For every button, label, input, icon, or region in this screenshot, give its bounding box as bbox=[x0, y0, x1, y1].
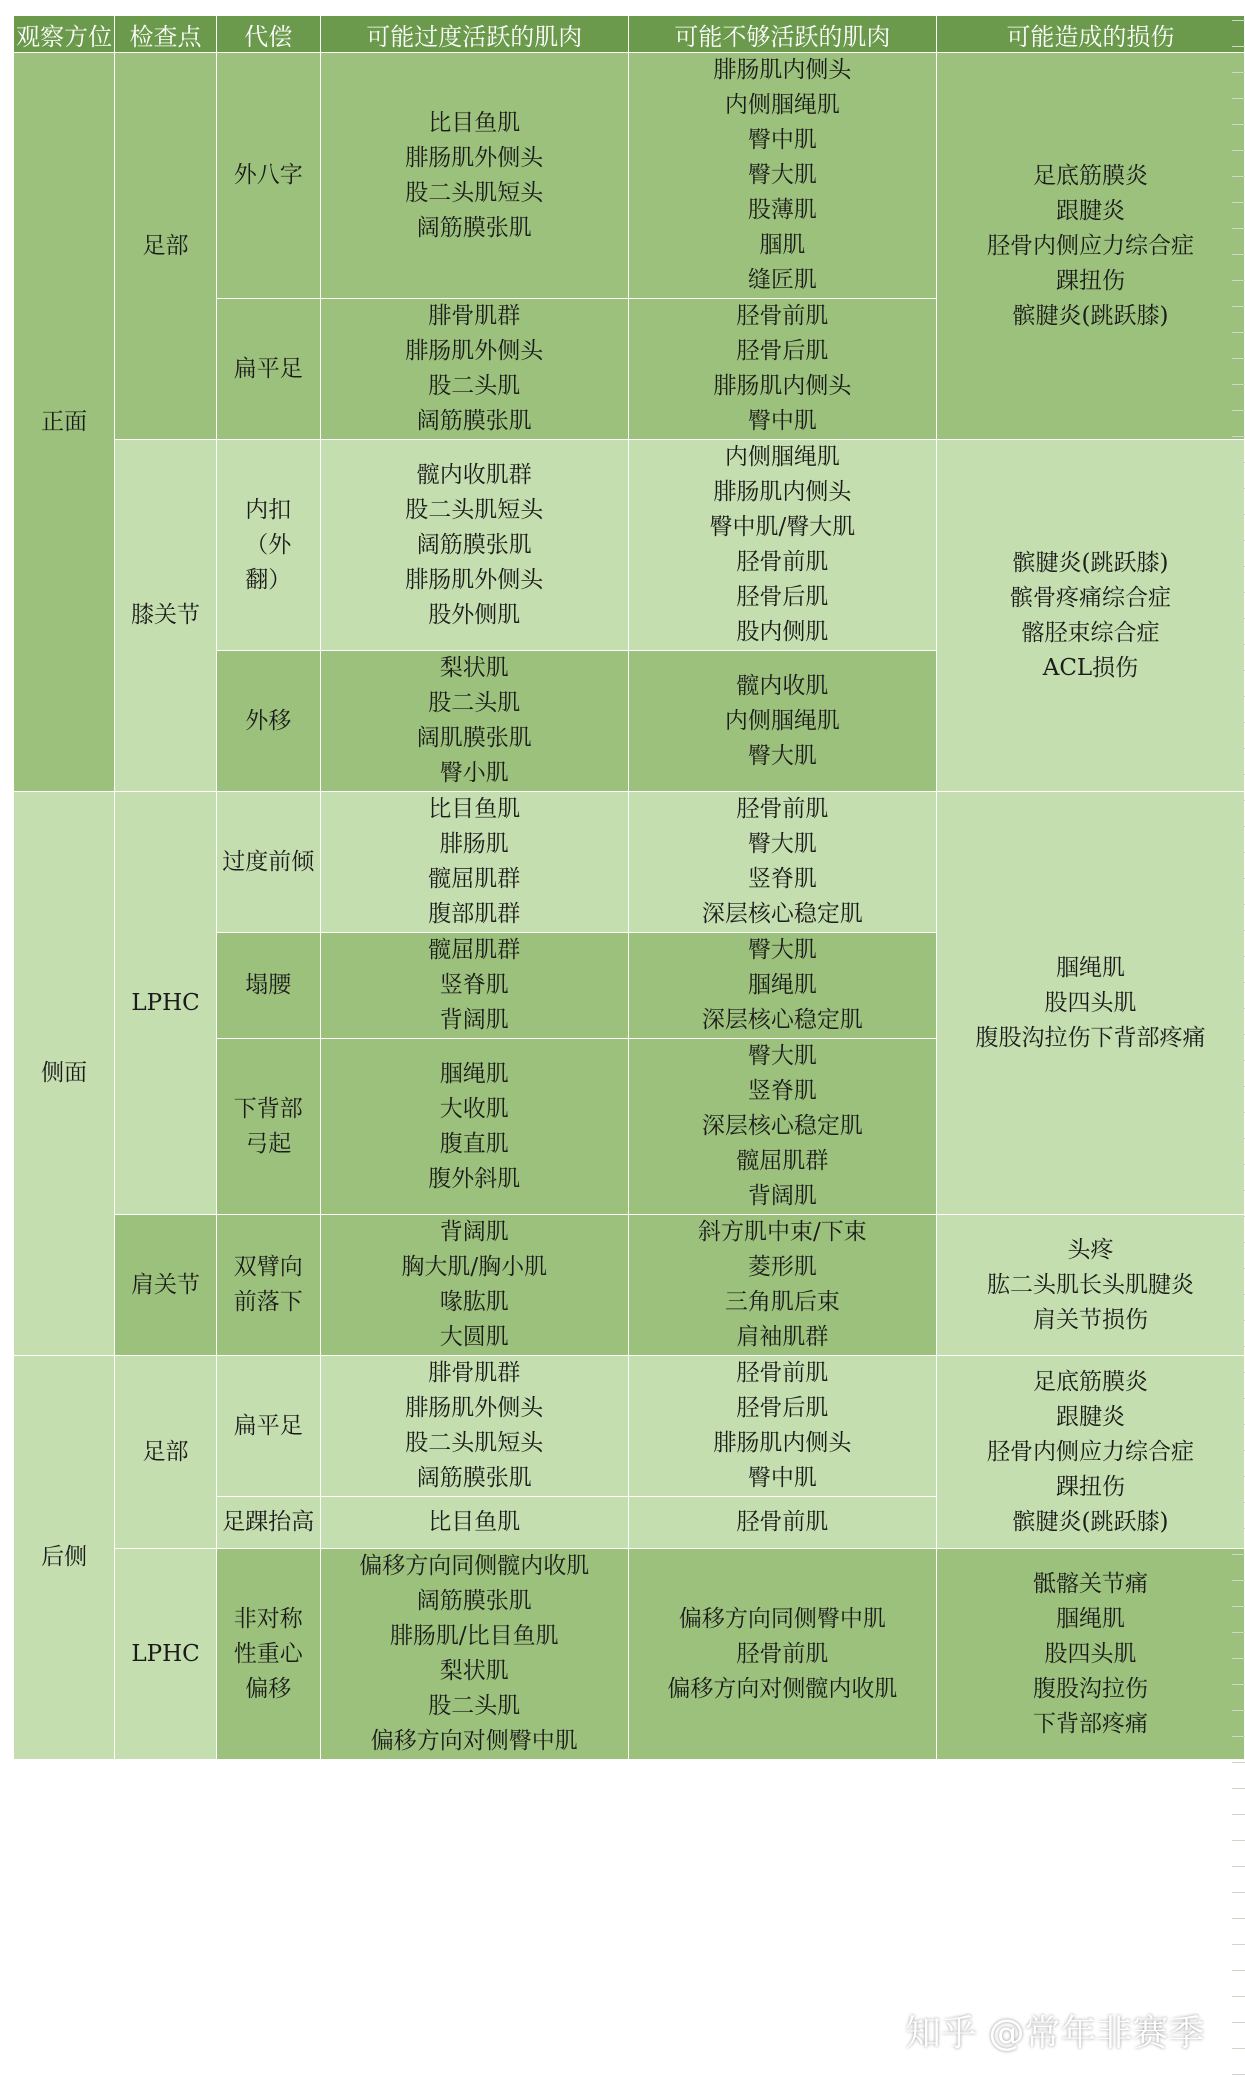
underactive-muscle: 竖脊肌 bbox=[747, 866, 817, 892]
underactive-muscle: 缝匠肌 bbox=[747, 267, 817, 293]
underactive-muscle: 三角肌后束 bbox=[724, 1289, 840, 1315]
gridline-tick bbox=[1232, 20, 1245, 21]
table-row bbox=[14, 440, 1245, 651]
gridline-tick bbox=[1232, 1372, 1245, 1373]
compensation-cell bbox=[216, 1215, 320, 1356]
overactive-muscle: 比目鱼肌 bbox=[428, 1509, 521, 1535]
gridline-tick bbox=[1232, 1268, 1245, 1269]
underactive-muscle: 胫骨后肌 bbox=[736, 338, 829, 364]
underactive-muscle: 臀大肌 bbox=[747, 937, 817, 963]
underactive-cell bbox=[628, 1039, 936, 1215]
overactive-muscle: 梨状肌 bbox=[439, 1658, 509, 1684]
gridline-tick bbox=[1232, 1970, 1245, 1971]
underactive-muscle: 菱形肌 bbox=[747, 1254, 817, 1280]
gridline-tick bbox=[1232, 150, 1245, 151]
underactive-muscle: 臀大肌 bbox=[747, 742, 817, 769]
underactive-muscle: 深层核心稳定肌 bbox=[701, 1113, 863, 1139]
underactive-muscle: 臀中肌 bbox=[747, 408, 817, 434]
overactive-muscle: 腹部肌群 bbox=[428, 901, 521, 927]
injury-cell bbox=[936, 53, 1244, 440]
gridline-tick bbox=[1232, 1398, 1245, 1399]
gridline-tick bbox=[1232, 1788, 1245, 1789]
gridline-tick bbox=[1232, 670, 1245, 671]
overactive-muscle: 喙肱肌 bbox=[439, 1289, 509, 1315]
gridline-tick bbox=[1232, 306, 1245, 307]
overactive-muscle: 股外侧肌 bbox=[428, 601, 521, 628]
compensation-cell bbox=[216, 792, 320, 933]
underactive-muscle: 腓肠肌内侧头 bbox=[713, 57, 852, 83]
gridline-tick bbox=[1232, 124, 1245, 125]
gridline-tick bbox=[1232, 1918, 1245, 1919]
compensation-cell bbox=[216, 1039, 320, 1215]
injury-item: 足底筋膜炎 bbox=[1032, 162, 1148, 189]
gridline-tick bbox=[1232, 696, 1245, 697]
gridline-tick bbox=[1232, 488, 1245, 489]
gridline-tick bbox=[1232, 618, 1245, 619]
injury-item: 下背部疼痛 bbox=[1032, 1710, 1148, 1737]
overactive-muscle: 髋内收肌群 bbox=[416, 461, 532, 488]
overactive-cell bbox=[320, 1215, 628, 1356]
header-injury: 可能造成的损伤 bbox=[936, 16, 1244, 53]
underactive-muscle: 胫骨前肌 bbox=[736, 1360, 829, 1386]
gridline-tick bbox=[1232, 228, 1245, 229]
overactive-cell bbox=[320, 1039, 628, 1215]
injury-item: 头疼 bbox=[1067, 1236, 1114, 1263]
underactive-muscle: 胫骨前肌 bbox=[736, 1640, 829, 1667]
injury-item: 髂胫束综合症 bbox=[1021, 619, 1160, 646]
gridline-tick bbox=[1232, 1112, 1245, 1113]
underactive-muscle: 胫骨前肌 bbox=[736, 1509, 829, 1535]
compensation-line: （外 bbox=[245, 531, 292, 558]
gridline-tick bbox=[1232, 748, 1245, 749]
view-cell: 正面 bbox=[14, 53, 115, 792]
overactive-muscle: 偏移方向对侧臀中肌 bbox=[370, 1728, 578, 1754]
underactive-muscle: 胫骨后肌 bbox=[736, 584, 829, 610]
gridline-tick bbox=[1232, 1086, 1245, 1087]
gridline-tick bbox=[1232, 1632, 1245, 1633]
overactive-muscle: 腓骨肌群 bbox=[428, 1360, 521, 1386]
compensation-line: 非对称 bbox=[233, 1605, 303, 1632]
compensation-line: 弓起 bbox=[245, 1130, 292, 1157]
gridline-tick bbox=[1232, 1580, 1245, 1581]
gridline-tick bbox=[1232, 1242, 1245, 1243]
compensation-cell bbox=[216, 440, 320, 651]
checkpoint-cell: 足部 bbox=[115, 1356, 216, 1549]
overactive-muscle: 梨状肌 bbox=[439, 655, 509, 681]
underactive-muscle: 偏移方向同侧臀中肌 bbox=[678, 1605, 886, 1632]
underactive-muscle: 胫骨前肌 bbox=[736, 303, 829, 329]
overactive-muscle: 股二头肌短头 bbox=[405, 179, 544, 206]
gridline-tick bbox=[1232, 436, 1245, 437]
compensation-line: 双臂向 bbox=[233, 1254, 303, 1280]
underactive-muscle: 臀大肌 bbox=[747, 1043, 817, 1069]
gridline-tick bbox=[1232, 1138, 1245, 1139]
underactive-muscle: 臀中肌/臀大肌 bbox=[709, 514, 856, 540]
header-checkpoint: 检查点 bbox=[115, 16, 216, 53]
overactive-muscle: 股二头肌 bbox=[428, 690, 521, 716]
compensation-cell bbox=[216, 1549, 320, 1760]
gridline-tick bbox=[1232, 1346, 1245, 1347]
overactive-cell bbox=[320, 1549, 628, 1760]
compensation-line: 塌腰 bbox=[245, 972, 292, 998]
checkpoint-cell: LPHC bbox=[115, 792, 216, 1215]
injury-item: 踝扭伤 bbox=[1055, 1473, 1125, 1500]
overactive-muscle: 阔筋膜张肌 bbox=[416, 214, 532, 241]
compensation-line: 内扣 bbox=[245, 496, 292, 523]
overactive-cell bbox=[320, 651, 628, 792]
underactive-muscle: 腓肠肌内侧头 bbox=[713, 1430, 852, 1456]
injury-cell bbox=[936, 440, 1244, 792]
overactive-muscle: 胸大肌/胸小肌 bbox=[401, 1254, 548, 1280]
table-row bbox=[14, 53, 1245, 299]
gridline-tick bbox=[1232, 1554, 1245, 1555]
underactive-muscle: 股内侧肌 bbox=[736, 619, 829, 645]
overactive-cell bbox=[320, 792, 628, 933]
overactive-muscle: 阔筋膜张肌 bbox=[416, 408, 532, 434]
underactive-muscle: 内侧腘绳肌 bbox=[724, 444, 840, 470]
gridline-tick bbox=[1232, 1502, 1245, 1503]
injury-item: 肩关节损伤 bbox=[1032, 1306, 1148, 1333]
overactive-muscle: 腓肠肌 bbox=[439, 831, 509, 857]
compensation-line: 前落下 bbox=[233, 1289, 303, 1315]
table-row bbox=[14, 1215, 1245, 1356]
injury-item: 髌腱炎(跳跃膝) bbox=[1012, 302, 1169, 329]
overactive-muscle: 腓肠肌外侧头 bbox=[405, 144, 544, 171]
watermark: 知乎 @常年非赛季 bbox=[905, 2013, 1205, 2054]
gridline-tick bbox=[1232, 2022, 1245, 2023]
header-underactive: 可能不够活跃的肌肉 bbox=[628, 16, 936, 53]
gridline-tick bbox=[1232, 1424, 1245, 1425]
overactive-muscle: 腓肠肌外侧头 bbox=[405, 1395, 544, 1421]
injury-item: 腘绳肌 bbox=[1055, 954, 1125, 981]
overactive-cell bbox=[320, 440, 628, 651]
injury-item: 跟腱炎 bbox=[1055, 197, 1125, 224]
gridline-tick bbox=[1232, 1034, 1245, 1035]
overactive-muscle: 腓骨肌群 bbox=[428, 303, 521, 329]
underactive-cell bbox=[628, 53, 936, 299]
table-row bbox=[14, 1356, 1245, 1497]
gridline-tick bbox=[1232, 1684, 1245, 1685]
overactive-muscle: 比目鱼肌 bbox=[428, 109, 521, 136]
gridline-tick bbox=[1232, 176, 1245, 177]
injury-cell bbox=[936, 1215, 1244, 1356]
compensation-line: 外移 bbox=[245, 707, 292, 734]
gridline-tick bbox=[1232, 98, 1245, 99]
injury-cell bbox=[936, 792, 1244, 1215]
overactive-muscle: 腘绳肌 bbox=[439, 1060, 509, 1087]
gridline-tick bbox=[1232, 930, 1245, 931]
injury-item: 股四头肌 bbox=[1044, 989, 1137, 1016]
injury-item: ACL损伤 bbox=[1042, 654, 1139, 681]
gridline-tick bbox=[1232, 722, 1245, 723]
overactive-cell bbox=[320, 299, 628, 440]
compensation-line: 性重心 bbox=[233, 1640, 303, 1667]
overactive-muscle: 阔筋膜张肌 bbox=[416, 1588, 532, 1614]
gridline-tick bbox=[1232, 540, 1245, 541]
injury-item: 踝扭伤 bbox=[1055, 267, 1125, 294]
overactive-muscle: 阔肌膜张肌 bbox=[416, 725, 532, 751]
compensation-line: 足踝抬高 bbox=[222, 1509, 315, 1535]
gridline-tick bbox=[1232, 514, 1245, 515]
compensation-line: 偏移 bbox=[245, 1675, 292, 1702]
compensation-line: 外八字 bbox=[233, 162, 303, 188]
header-row bbox=[14, 16, 1245, 53]
underactive-cell bbox=[628, 299, 936, 440]
gridline-tick bbox=[1232, 1944, 1245, 1945]
overactive-muscle: 偏移方向同侧髋内收肌 bbox=[359, 1553, 590, 1579]
gridline-tick bbox=[1232, 462, 1245, 463]
compensation-line: 下背部 bbox=[233, 1095, 303, 1122]
gridline-tick bbox=[1232, 1710, 1245, 1711]
injury-item: 骶髂关节痛 bbox=[1032, 1570, 1148, 1597]
gridline-tick bbox=[1232, 280, 1245, 281]
injury-item: 髌腱炎(跳跃膝) bbox=[1012, 549, 1169, 576]
injury-cell bbox=[936, 1549, 1244, 1760]
checkpoint-cell: LPHC bbox=[115, 1549, 216, 1760]
underactive-muscle: 胫骨前肌 bbox=[736, 549, 829, 575]
gridline-tick bbox=[1232, 1762, 1245, 1763]
underactive-muscle: 肩袖肌群 bbox=[736, 1324, 829, 1350]
compensation-cell bbox=[216, 933, 320, 1039]
overactive-muscle: 腓肠肌/比目鱼肌 bbox=[389, 1623, 559, 1649]
gridline-tick bbox=[1232, 72, 1245, 73]
gridline-tick bbox=[1232, 1060, 1245, 1061]
compensation-line: 翻） bbox=[245, 566, 292, 593]
compensation-line: 扁平足 bbox=[233, 355, 303, 382]
gridline-tick bbox=[1232, 2074, 1245, 2075]
overactive-muscle: 股二头肌短头 bbox=[405, 1430, 544, 1456]
gridline-tick bbox=[1232, 1476, 1245, 1477]
gridline-tick bbox=[1232, 1528, 1245, 1529]
gridline-tick bbox=[1232, 644, 1245, 645]
view-cell: 侧面 bbox=[14, 792, 115, 1356]
overactive-muscle: 髋屈肌群 bbox=[428, 866, 521, 892]
underactive-muscle: 内侧腘绳肌 bbox=[724, 707, 840, 734]
compensation-line: 扁平足 bbox=[233, 1412, 303, 1439]
underactive-cell bbox=[628, 1356, 936, 1497]
table-row bbox=[14, 792, 1245, 933]
underactive-muscle: 腓肠肌内侧头 bbox=[713, 373, 852, 399]
checkpoint-cell: 足部 bbox=[115, 53, 216, 440]
overactive-muscle: 腓肠肌外侧头 bbox=[405, 338, 544, 364]
gridline-tick bbox=[1232, 566, 1245, 567]
gridline-tick bbox=[1232, 384, 1245, 385]
injury-item: 髌骨疼痛综合症 bbox=[1009, 584, 1171, 611]
gridline-tick bbox=[1232, 826, 1245, 827]
underactive-cell bbox=[628, 792, 936, 933]
gridline-tick bbox=[1232, 1008, 1245, 1009]
checkpoint-cell: 肩关节 bbox=[115, 1215, 216, 1356]
gridline-tick bbox=[1232, 956, 1245, 957]
compensation-cell bbox=[216, 53, 320, 299]
compensation-cell bbox=[216, 1497, 320, 1549]
gridline-tick bbox=[1232, 774, 1245, 775]
underactive-muscle: 臀中肌 bbox=[747, 127, 817, 153]
injury-item: 髌腱炎(跳跃膝) bbox=[1012, 1508, 1169, 1535]
underactive-cell bbox=[628, 1497, 936, 1549]
underactive-muscle: 臀大肌 bbox=[747, 162, 817, 188]
table-row bbox=[14, 1549, 1245, 1760]
table-body bbox=[14, 53, 1245, 1760]
overactive-muscle: 竖脊肌 bbox=[439, 972, 509, 998]
overactive-cell bbox=[320, 1356, 628, 1497]
gridline-tick bbox=[1232, 904, 1245, 905]
gridline-tick bbox=[1232, 982, 1245, 983]
gridline-tick bbox=[1232, 1606, 1245, 1607]
compensation-cell bbox=[216, 299, 320, 440]
compensation-cell bbox=[216, 651, 320, 792]
gridline-tick bbox=[1232, 1892, 1245, 1893]
underactive-muscle: 背阔肌 bbox=[747, 1183, 817, 1209]
checkpoint-cell: 膝关节 bbox=[115, 440, 216, 792]
overactive-cell bbox=[320, 53, 628, 299]
gridline-tick bbox=[1232, 410, 1245, 411]
underactive-muscle: 竖脊肌 bbox=[747, 1078, 817, 1104]
overactive-muscle: 股二头肌短头 bbox=[405, 496, 544, 523]
overactive-muscle: 髋屈肌群 bbox=[428, 937, 521, 963]
underactive-muscle: 臀中肌 bbox=[747, 1465, 817, 1491]
gridline-tick bbox=[1232, 1294, 1245, 1295]
gridline-tick bbox=[1232, 592, 1245, 593]
gridline-tick bbox=[1232, 800, 1245, 801]
underactive-muscle: 腘绳肌 bbox=[747, 972, 817, 998]
gridline-tick bbox=[1232, 852, 1245, 853]
gridline-tick bbox=[1232, 46, 1245, 47]
injury-item: 足底筋膜炎 bbox=[1032, 1368, 1148, 1395]
injury-item: 股四头肌 bbox=[1044, 1640, 1137, 1667]
gridline-tick bbox=[1232, 1164, 1245, 1165]
header-overactive: 可能过度活跃的肌肉 bbox=[320, 16, 628, 53]
underactive-muscle: 髋内收肌 bbox=[736, 672, 829, 699]
gridline-tick bbox=[1232, 1658, 1245, 1659]
injury-cell bbox=[936, 1356, 1244, 1549]
view-cell: 后侧 bbox=[14, 1356, 115, 1760]
overactive-muscle: 臀小肌 bbox=[439, 760, 509, 786]
gridline-tick bbox=[1232, 1996, 1245, 1997]
underactive-muscle: 偏移方向对侧髋内收肌 bbox=[667, 1675, 898, 1702]
overactive-cell bbox=[320, 933, 628, 1039]
gridline-tick bbox=[1232, 332, 1245, 333]
injury-item: 胫骨内侧应力综合症 bbox=[986, 232, 1194, 259]
injury-item: 腘绳肌 bbox=[1055, 1605, 1125, 1632]
underactive-muscle: 腓肠肌内侧头 bbox=[713, 479, 852, 505]
compensation-cell bbox=[216, 1356, 320, 1497]
underactive-muscle: 斜方肌中束/下束 bbox=[697, 1219, 867, 1245]
overactive-muscle: 腓肠肌外侧头 bbox=[405, 566, 544, 593]
overactive-muscle: 阔筋膜张肌 bbox=[416, 531, 532, 558]
header-view: 观察方位 bbox=[14, 16, 115, 53]
underactive-muscle: 内侧腘绳肌 bbox=[724, 92, 840, 118]
overactive-cell bbox=[320, 1497, 628, 1549]
injury-item: 跟腱炎 bbox=[1055, 1403, 1125, 1430]
compensation-line: 过度前倾 bbox=[222, 848, 315, 875]
underactive-cell bbox=[628, 1215, 936, 1356]
underactive-cell bbox=[628, 651, 936, 792]
gridline-tick bbox=[1232, 358, 1245, 359]
gridline-tick bbox=[1232, 1190, 1245, 1191]
overactive-muscle: 背阔肌 bbox=[439, 1007, 509, 1033]
overactive-muscle: 大圆肌 bbox=[439, 1324, 509, 1350]
underactive-cell bbox=[628, 933, 936, 1039]
gridline-tick bbox=[1232, 1736, 1245, 1737]
gridline-tick bbox=[1232, 202, 1245, 203]
underactive-cell bbox=[628, 440, 936, 651]
overactive-muscle: 背阔肌 bbox=[439, 1219, 509, 1245]
overactive-muscle: 大收肌 bbox=[439, 1095, 509, 1122]
overactive-muscle: 股二头肌 bbox=[428, 1693, 521, 1719]
overactive-muscle: 股二头肌 bbox=[428, 373, 521, 399]
injury-item: 腹股沟拉伤 bbox=[1032, 1675, 1148, 1702]
injury-item: 胫骨内侧应力综合症 bbox=[986, 1438, 1194, 1465]
injury-item: 肱二头肌长头肌腱炎 bbox=[986, 1271, 1194, 1298]
compensation-table bbox=[13, 15, 1245, 1760]
underactive-muscle: 胫骨前肌 bbox=[736, 796, 829, 822]
gridline-tick bbox=[1232, 1450, 1245, 1451]
gridline-tick bbox=[1232, 254, 1245, 255]
underactive-muscle: 腘肌 bbox=[759, 232, 806, 258]
injury-item: 腹股沟拉伤下背部疼痛 bbox=[975, 1024, 1206, 1051]
underactive-muscle: 深层核心稳定肌 bbox=[701, 901, 863, 927]
underactive-muscle: 胫骨后肌 bbox=[736, 1395, 829, 1421]
underactive-muscle: 髋屈肌群 bbox=[736, 1148, 829, 1174]
underactive-muscle: 深层核心稳定肌 bbox=[701, 1007, 863, 1033]
underactive-muscle: 臀大肌 bbox=[747, 831, 817, 857]
underactive-muscle: 股薄肌 bbox=[747, 197, 817, 223]
gridline-tick bbox=[1232, 1320, 1245, 1321]
overactive-muscle: 腹外斜肌 bbox=[428, 1165, 521, 1192]
overactive-muscle: 比目鱼肌 bbox=[428, 796, 521, 822]
overactive-muscle: 阔筋膜张肌 bbox=[416, 1465, 532, 1491]
header-compensation: 代偿 bbox=[216, 16, 320, 53]
gridline-tick bbox=[1232, 1216, 1245, 1217]
gridline-tick bbox=[1232, 878, 1245, 879]
gridline-tick bbox=[1232, 2048, 1245, 2049]
underactive-cell bbox=[628, 1549, 936, 1760]
gridline-tick bbox=[1232, 1840, 1245, 1841]
gridline-tick bbox=[1232, 1866, 1245, 1867]
overactive-muscle: 腹直肌 bbox=[439, 1130, 509, 1157]
gridline-tick bbox=[1232, 1814, 1245, 1815]
